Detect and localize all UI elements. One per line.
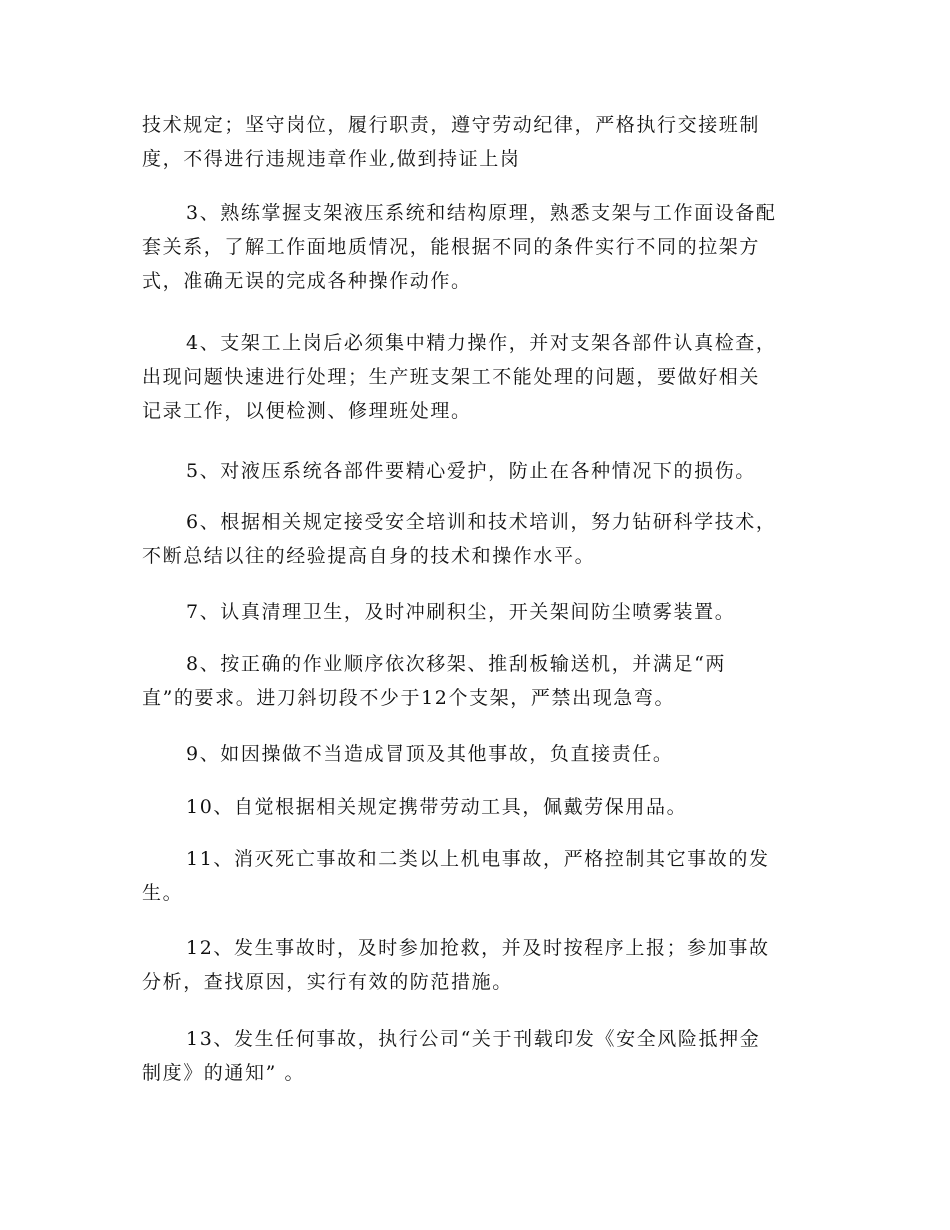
text-line: 6、根据相关规定接受安全培训和技术培训，努力钻研科学技术， — [186, 511, 777, 533]
text-line: 3、熟练掌握支架液压系统和结构原理，熟悉支架与工作面设备配 — [186, 202, 777, 224]
text-line: 12、发生事故时，及时参加抢救，并及时按程序上报；参加事故 — [186, 937, 770, 959]
text-line: 直”的要求。进刀斜切段不少于12个支架，严禁出现急弯。 — [142, 687, 676, 709]
text-line: 分析，查找原因，实行有效的防范措施。 — [142, 971, 513, 993]
text-line: 4、支架工上岗后必须集中精力操作，并对支架各部件认真检查， — [186, 332, 777, 354]
paragraph-item-11 — [142, 842, 810, 910]
text-line: 11、消灭死亡事故和二类以上机电事故，严格控制其它事故的发 — [186, 848, 770, 870]
text-line: 5、对液压系统各部件要精心爱护，防止在各种情况下的损伤。 — [186, 460, 756, 482]
text-line: 不断总结以往的经验提高自身的技术和操作水平。 — [142, 545, 596, 567]
paragraph-item-5 — [142, 454, 810, 488]
text-line: 9、如因操做不当造成冒顶及其他事故，负直接责任。 — [186, 743, 674, 765]
text-line: 技术规定；坚守岗位，履行职责，遵守劳动纪律，严格执行交接班制 — [142, 114, 761, 136]
paragraph-item-10 — [142, 790, 810, 824]
text-line: 7、认真清理卫生，及时冲刷积尘，开关架间防尘喷雾装置。 — [186, 601, 736, 623]
text-line: 度，不得进行违规违章作业,做到持证上岗 — [142, 148, 521, 170]
text-line: 8、按正确的作业顺序依次移架、推刮板输送机，并满足“两 — [186, 653, 727, 675]
text-line: 记录工作，以便检测、修理班处理。 — [142, 400, 472, 422]
paragraph-item-12 — [142, 931, 810, 999]
paragraph-continuation — [142, 108, 810, 176]
text-line: 13、发生任何事故，执行公司“关于刊载印发《安全风险抵押金 — [186, 1028, 761, 1050]
text-line: 出现问题快速进行处理；生产班支架工不能处理的问题，要做好相关 — [142, 366, 761, 388]
text-line: 10、自觉根据相关规定携带劳动工具，佩戴劳保用品。 — [186, 796, 688, 818]
paragraph-item-3 — [142, 196, 810, 298]
paragraph-item-4 — [142, 326, 810, 428]
text-line: 制度》的通知” 。 — [142, 1062, 306, 1084]
text-line: 生。 — [142, 882, 184, 904]
paragraph-item-13 — [142, 1022, 810, 1090]
text-line: 式，准确无误的完成各种操作动作。 — [142, 270, 472, 292]
paragraph-item-6 — [142, 505, 810, 573]
paragraph-item-7 — [142, 595, 810, 629]
paragraph-item-9 — [142, 737, 810, 771]
paragraph-item-8 — [142, 647, 810, 715]
text-line: 套关系，了解工作面地质情况，能根据不同的条件实行不同的拉架方 — [142, 236, 761, 258]
